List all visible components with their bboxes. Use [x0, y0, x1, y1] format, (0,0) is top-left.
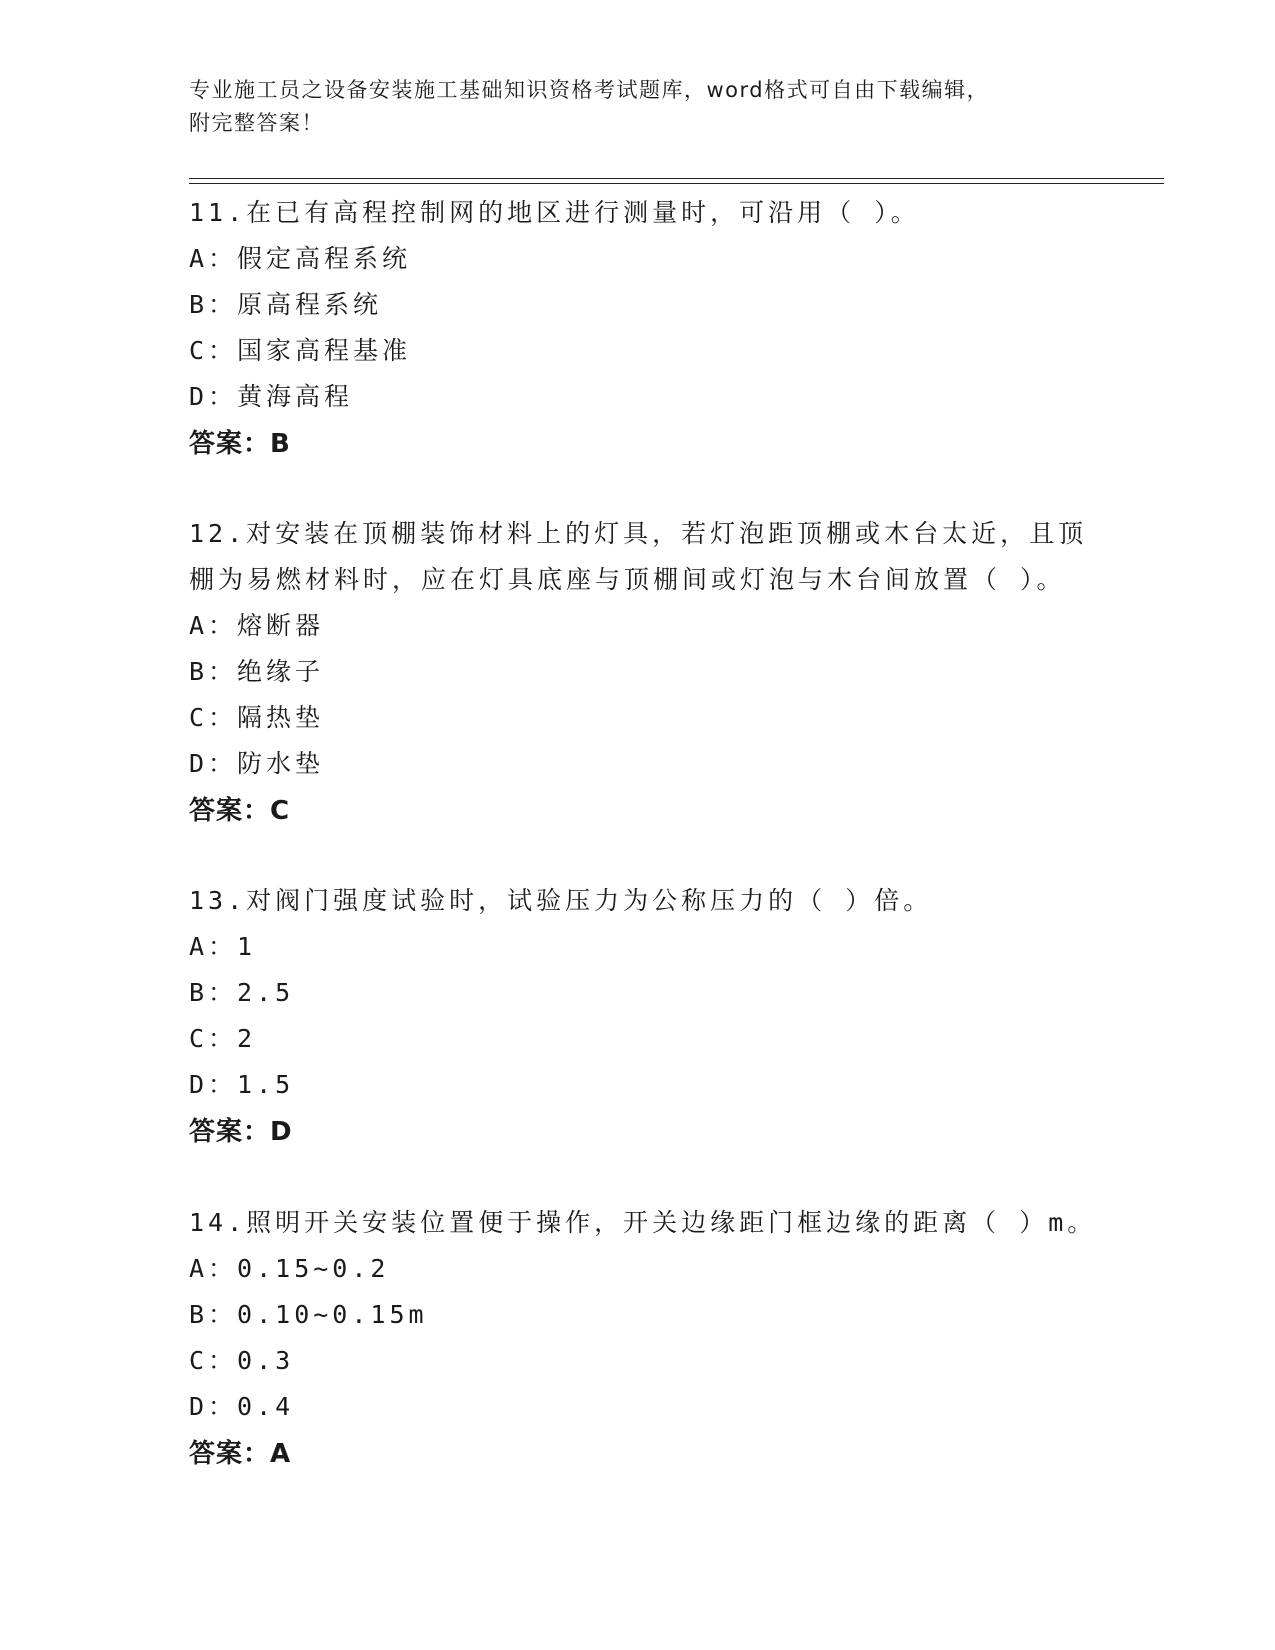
- answer-label: 答案：B: [189, 429, 291, 459]
- question-stem: 14.照明开关安装位置便于操作，开关边缘距门框边缘的距离（ ）m。: [189, 1208, 1097, 1237]
- header-divider-bottom: [189, 183, 1164, 184]
- question-stem: 11.在已有高程控制网的地区进行测量时，可沿用（ ）。: [189, 198, 920, 227]
- option-c: C：国家高程基准: [189, 336, 412, 365]
- option-d: D：1.5: [189, 1070, 295, 1099]
- question-11: [189, 190, 1089, 467]
- answer-label: 答案：D: [189, 1117, 293, 1147]
- question-stem: 13.对阀门强度试验时，试验压力为公称压力的（ ）倍。: [189, 886, 933, 915]
- option-a: A：0.15~0.2: [189, 1254, 390, 1283]
- header-line-1: 专业施工员之设备安装施工基础知识资格考试题库，word格式可自由下载编辑，: [189, 78, 990, 102]
- header-divider-top: [189, 178, 1164, 179]
- option-d: D：0.4: [189, 1392, 295, 1421]
- option-a: A：熔断器: [189, 611, 325, 640]
- option-b: B：绝缘子: [189, 657, 325, 686]
- option-c: C：2: [189, 1024, 257, 1053]
- answer-label: 答案：A: [189, 1439, 292, 1469]
- question-stem-line-1: 12.对安装在顶棚装饰材料上的灯具，若灯泡距顶棚或木台太近，且顶: [189, 519, 1088, 548]
- question-12: [189, 511, 1089, 834]
- option-a: A：1: [189, 932, 257, 961]
- option-b: B：2.5: [189, 978, 295, 1007]
- option-d: D：黄海高程: [189, 382, 354, 411]
- option-c: C：0.3: [189, 1346, 295, 1375]
- option-d: D：防水垫: [189, 749, 325, 778]
- option-b: B：0.10~0.15m: [189, 1300, 428, 1329]
- option-a: A：假定高程系统: [189, 244, 412, 273]
- question-13: [189, 878, 1089, 1155]
- answer-label: 答案：C: [189, 796, 291, 826]
- question-14: [189, 1200, 1097, 1477]
- option-c: C：隔热垫: [189, 703, 325, 732]
- document-header: [189, 74, 1089, 140]
- question-stem-line-2: 棚为易燃材料时，应在灯具底座与顶棚间或灯泡与木台间放置（ ）。: [189, 565, 1066, 594]
- option-b: B：原高程系统: [189, 290, 383, 319]
- header-line-2: 附完整答案！: [189, 111, 324, 135]
